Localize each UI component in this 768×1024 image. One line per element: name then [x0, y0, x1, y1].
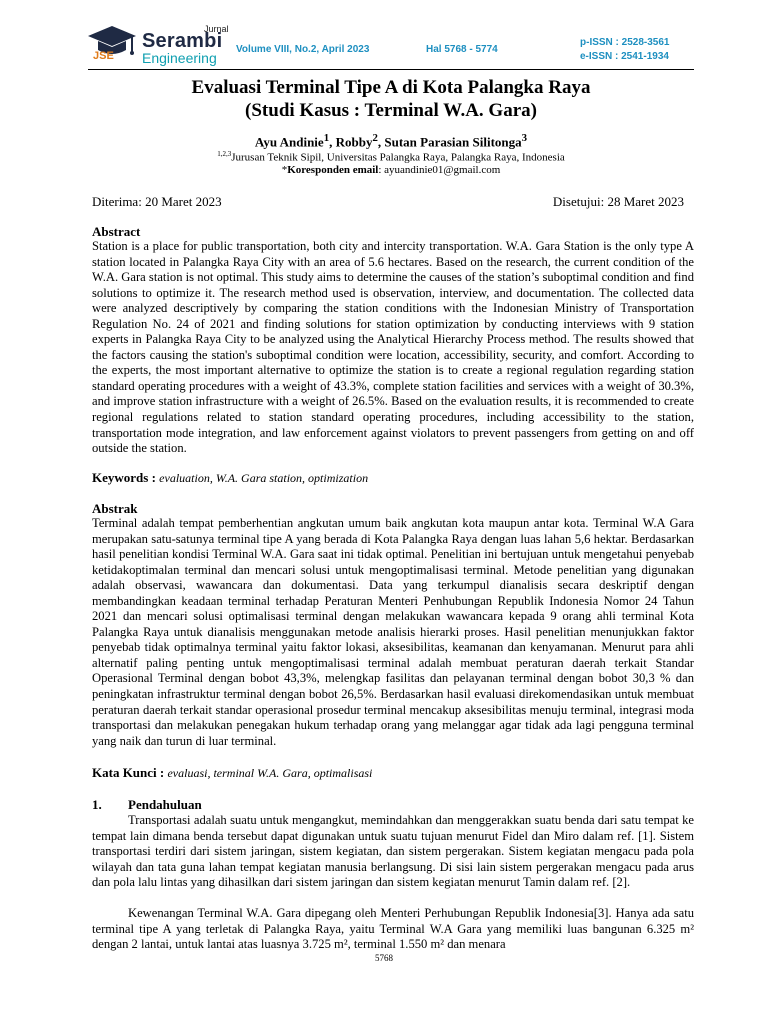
abstract-heading: Abstract: [92, 224, 141, 239]
corresponding-label: Koresponden email: [287, 164, 379, 176]
corresponding-marker: *: [281, 164, 288, 176]
author-separator: ,: [377, 134, 385, 150]
keywords: [92, 470, 694, 486]
corresponding-author: [88, 164, 694, 176]
article-dates: [92, 194, 684, 210]
logo-abbrev-text: JSE: [93, 50, 114, 62]
keywords-text: evaluation, W.A. Gara station, optimization: [159, 471, 369, 485]
article-title: [88, 76, 694, 122]
kata-kunci: [92, 765, 694, 781]
section-title: Pendahuluan: [128, 797, 202, 812]
electronic-issn: e-ISSN : 2541-1934: [580, 51, 669, 62]
journal-volume: Volume VIII, No.2, April 2023: [236, 44, 370, 55]
logo-main-text: Serambi: [142, 30, 223, 52]
kata-kunci-label: Kata Kunci :: [92, 765, 165, 780]
author-sup: 3: [521, 132, 528, 144]
logo-sub-text: Engineering: [142, 50, 217, 66]
header-rule: [88, 69, 694, 70]
author-sup: 2: [372, 132, 378, 144]
author-name: Robby: [335, 134, 373, 150]
author-list: [88, 132, 694, 150]
section-number: 1.: [92, 797, 102, 812]
intro-paragraph-2: Kewenangan Terminal W.A. Gara dipegang oleh Menteri Perhubungan Republik Indonesia[3]. Hanya ada satu terminal tipe A yang terletak di Palangka Raya, yaitu Terminal W.A Gara yang memiliki luas bangunan 6.325 m² dengan 2 lantai, untuk lantai atas luasnya 3.725 m², terminal 1.550 m² dan menara: [92, 906, 694, 952]
section-heading-introduction: [92, 797, 202, 813]
author-name: Ayu Andinie: [254, 134, 324, 150]
kata-kunci-text: evaluasi, terminal W.A. Gara, optimalisasi: [167, 766, 373, 780]
author-name: Sutan Parasian Silitonga: [384, 134, 522, 150]
corresponding-email: : ayuandinie01@gmail.com: [378, 164, 501, 176]
keywords-label: Keywords :: [92, 470, 156, 485]
author-separator: ,: [329, 134, 336, 150]
intro-paragraph-1: Transportasi adalah suatu untuk mengangkut, memindahkan dan menggerakkan suatu benda dari satu tempat ke tempat lain dimana benda tersebut dapat digunakan untuk suatu tujuan menurut Fidel dan Miro dalam ref. [1]. Sistem transportasi terdiri dari sistem jaringan, sistem kegiatan, dan sistem pergerakan. Sistem kegiatan mengacu pada pola wilayah dan tata guna lahan tempat kegiatan manusia berlangsung. Di sisi lain sistem pergerakan mengacu pada arus dan pola lalu lintas yang dihasilkan dari sistem jaringan dan sistem kegiatan menurut Tamin dalam ref. [2].: [92, 813, 694, 890]
abstrak-body: Terminal adalah tempat pemberhentian angkutan umum baik angkutan kota maupun antar kota. Terminal W.A Gara merupakan satu-satunya terminal tipe A yang berada di Kota Palangka Raya dengan luas lahan 5,6 hektar. Berdasarkan hasil penelitian kondisi Terminal W.A. Gara saat ini tidak optimal. Penelitian ini bertujuan untuk mengetahui penyebab ketidakoptimalan terminal dan mencari solusi untuk mengoptimalisasi terminal. Metode penelitian yang digunakan adalah observasi, wawancara dan dokumentasi. Data yang terkumpul dianalisis secara deskriptif dengan membandingkan keadaan terminal terhadap Peraturan Menteri Penhubungan Republik Indonesia Nomor 24 Tahun 2021 dan mencari solusi optimalisasi terminal dengan melakukan wawancara kepada 9 orang ahli terminal Kota Palangka Raya untuk dianalisis menggunakan metode analisis hierarki proses. Hasil penelitian menunjukkan faktor penyebab tidak optimalnya terminal yaitu faktor lokasi, aksesibilitas, keamanan dan kenyamanan. Menurut para ahli alternatif paling penting untuk mengoptimalisasi terminal adalah membuat peraturan daerah terkait Standar Operasional Terminal dengan bobot 43,3%, melengkap fasilitas dan pelayanan terminal dengan bobot 30,3 % dan peningkatan infrastruktur terminal dengan bobot 26,5%. Berdasarkan hasil evaluasi direkomendasikan untuk membuat peraturan daerah terkait standar operasional prosedur terminal mencakup aksesibilitas menuju terminal, integrasi moda transportasi dan melakukan penegakan hukum terhadap orang yang melanggar agar tidak ada lagi pengguna terminal yang naik dan turun di luar terminal.: [92, 516, 694, 748]
print-issn: p-ISSN : 2528-3561: [580, 37, 670, 48]
accepted-date: Disetujui: 28 Maret 2023: [552, 194, 684, 209]
article-title-line-2: (Studi Kasus : Terminal W.A. Gara): [245, 100, 537, 121]
page-number: 5768: [375, 953, 393, 963]
received-date: Diterima: 20 Maret 2023: [92, 194, 222, 209]
abstract-body: Station is a place for public transportation, both city and intercity transportation. W.A. Gara Station is the only type A station located in Palangka Raya City with an area of 5.6 hectares. Based on the research, the current condition of the W.A. Gara station is not optimal. This study aims to determine the causes of the station’s suboptimal condition and find solutions to optimize it. The research method used is observation, interview, and documentation. The collected data were analyzed descriptively by comparing the station conditions with the Indonesian Ministry of Transportation Regulation No. 24 of 2021 and finding solutions for station optimization by conducting interviews with 9 station experts in Palangka Raya City to be analyzed using the Analytical Hierarchy Process method. The results showed that the factors causing the station's suboptimal condition were location, accessibility, security, and comfort. According to the experts, the most important alternative to optimize the station is to create a regional regulation regarding station standard operating procedures with a weight of 43.3%, complete station facilities and services with a weight of 30.3%, and improve station infrastructure with a weight of 26.5%. Based on the evaluation results, it is recommended to create regional regulations related to station standard operating procedures, including accessibility to the station, transportation mode integration, and law enforcement against violators to prevent passengers from getting on and off outside the station.: [92, 239, 694, 456]
journal-header: [0, 0, 768, 80]
author-sup: 1: [323, 132, 330, 144]
affiliation-sup: 1,2,3: [217, 150, 232, 158]
abstrak-heading: Abstrak: [92, 501, 138, 516]
article-title-line-1: Evaluasi Terminal Tipe A di Kota Palangka Raya: [191, 77, 591, 98]
affiliation-text: Jurusan Teknik Sipil, Universitas Palangka Raya, Palangka Raya, Indonesia: [231, 151, 565, 164]
journal-pages: Hal 5768 - 5774: [426, 44, 498, 55]
journal-logo: [86, 20, 229, 70]
affiliation: [88, 150, 694, 164]
logo-jurnal-text: Jurnal: [204, 24, 229, 34]
